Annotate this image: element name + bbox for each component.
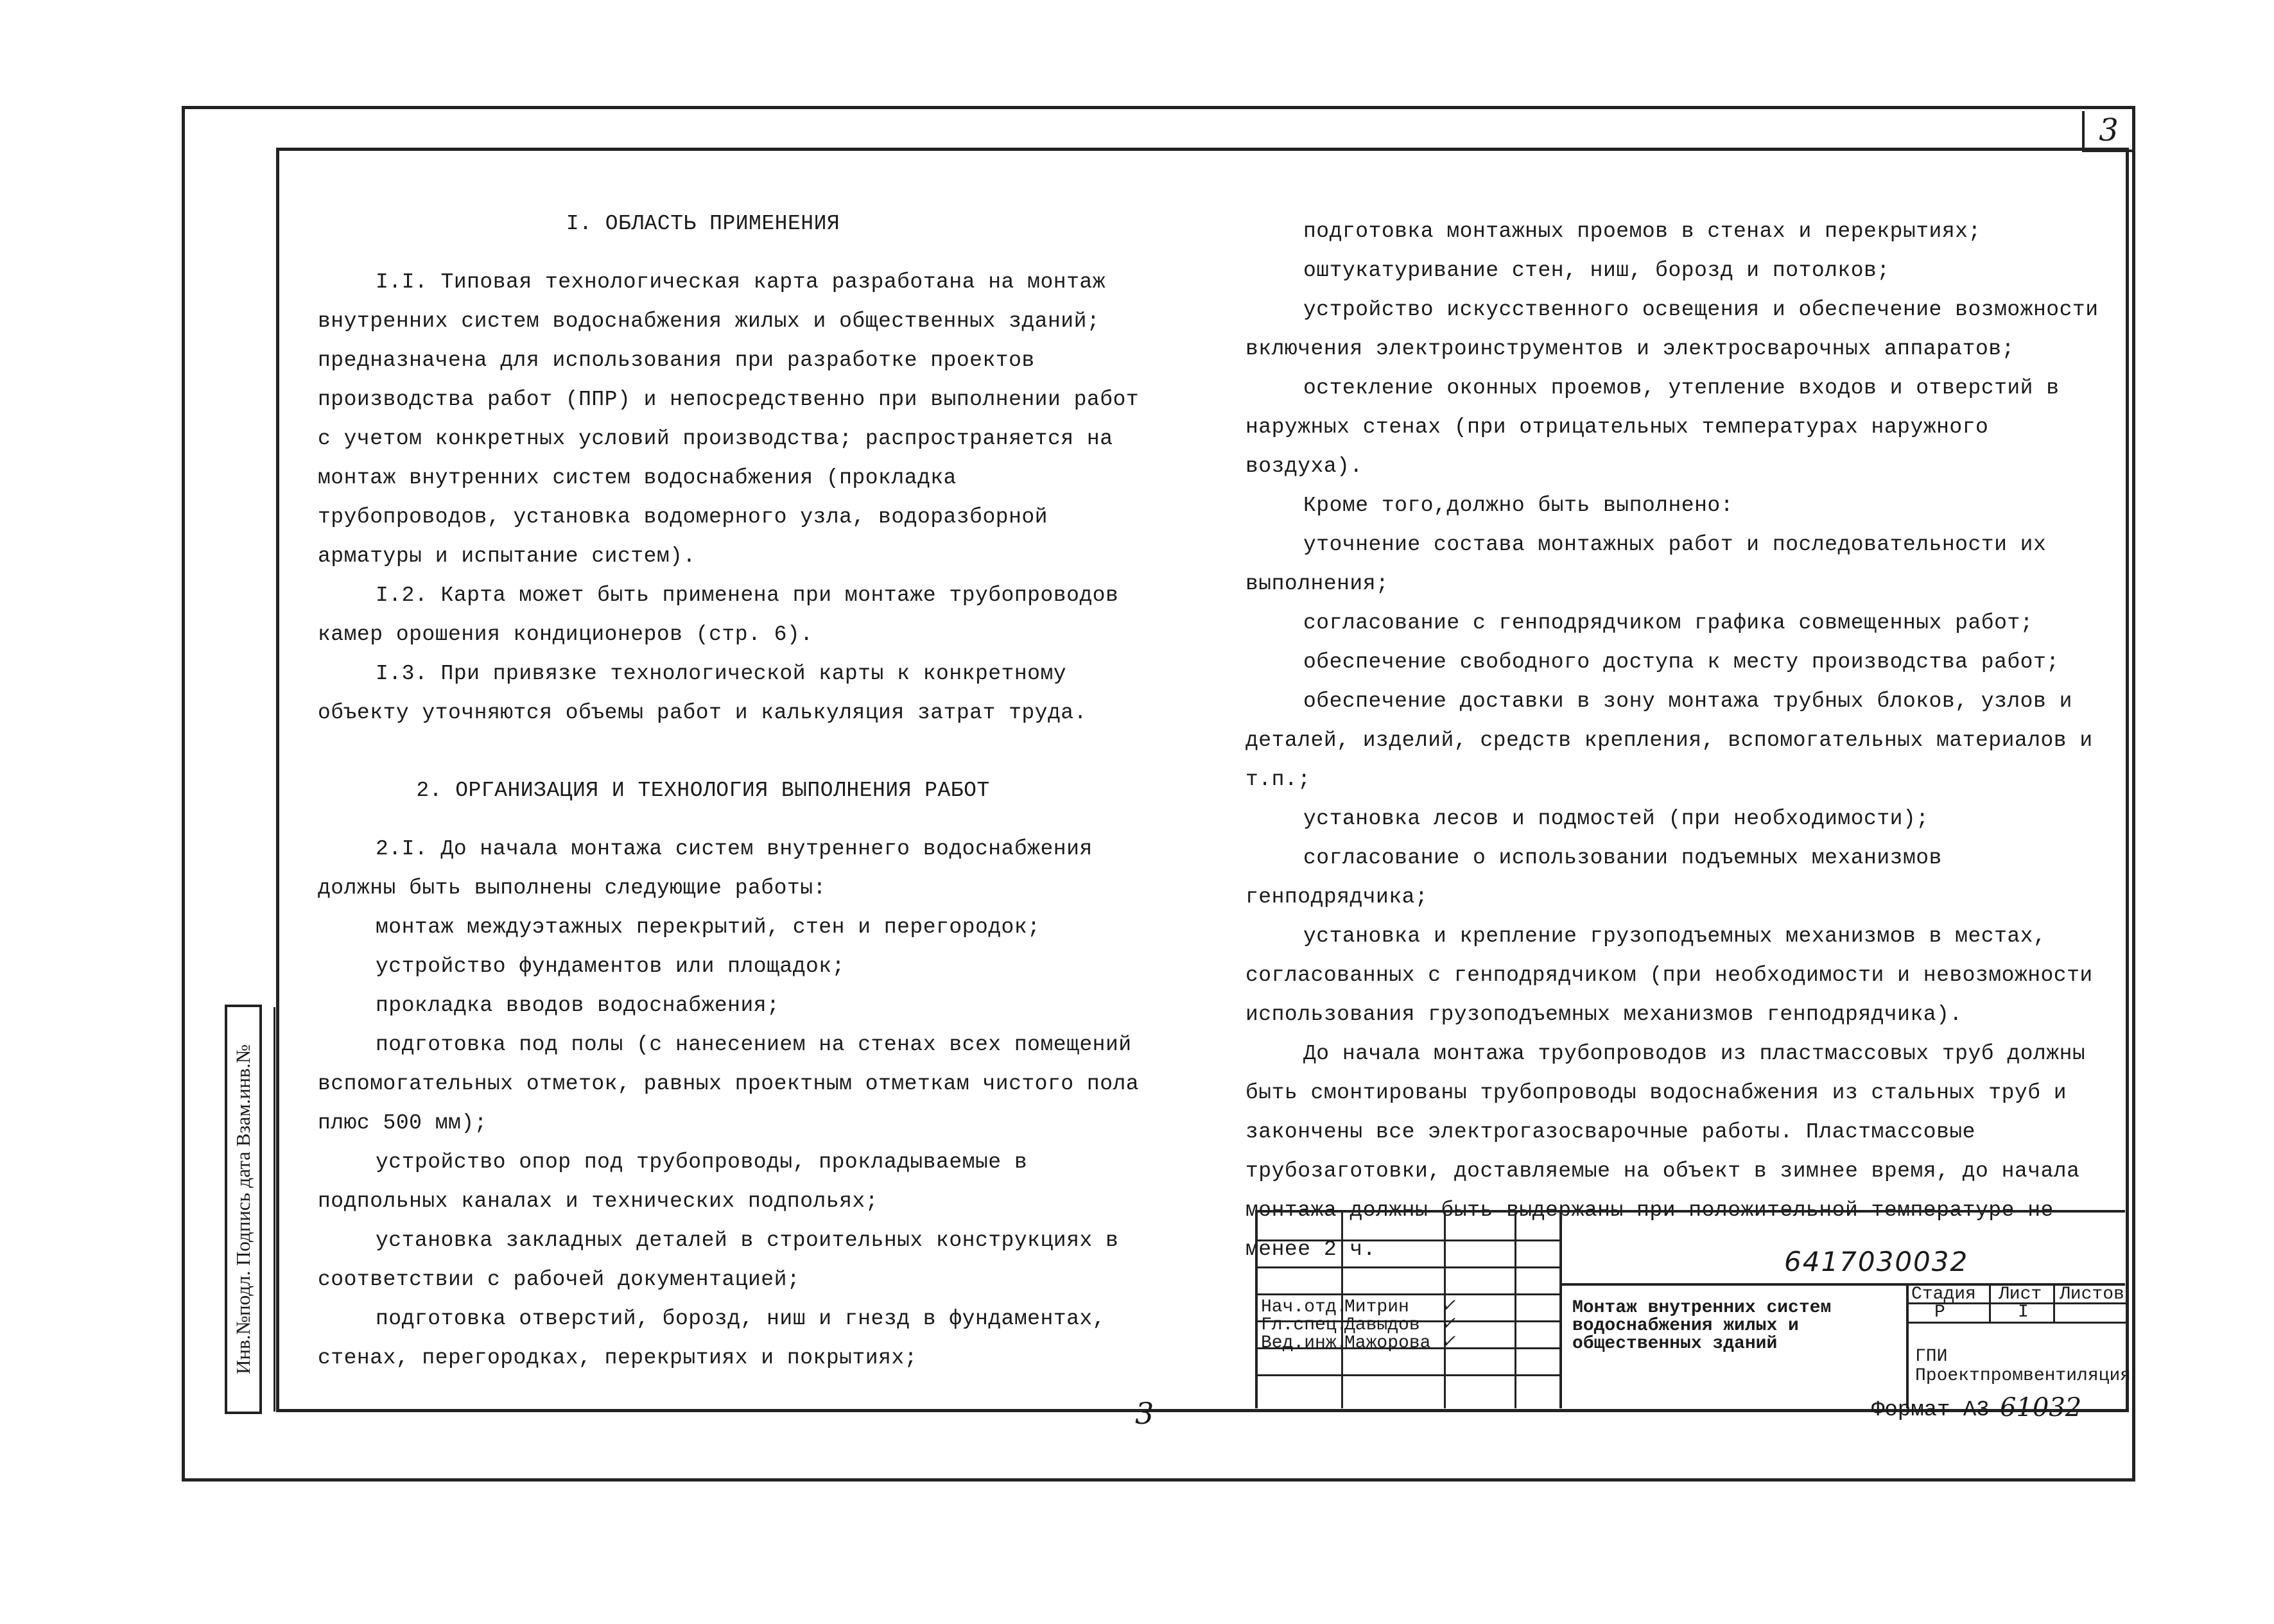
list-item: устройство опор под трубопроводы, прокладываемые в подпольных каналах и технических подпольях; xyxy=(318,1150,1028,1213)
right-column xyxy=(1245,212,2106,1269)
sheet-number: 3 xyxy=(2082,111,2133,152)
list-item: согласование с генподрядчиком графика совмещенных работ; xyxy=(1303,611,2033,635)
list-item: обеспечение свободного доступа к месту производства работ; xyxy=(1303,650,2060,674)
list-item: остекление оконных проемов, утепление входов и отверстий в наружных стенах (при отрицательных температурах наружного воздуха). xyxy=(1245,376,2060,478)
list-item: подготовка монтажных проемов в стенах и перекрытиях; xyxy=(1303,220,1981,243)
list-item: прокладка вводов водоснабжения; xyxy=(376,994,780,1017)
list-item: оштукатуривание стен, ниш, борозд и потолков; xyxy=(1303,259,1890,282)
signature-grid xyxy=(1258,1213,1559,1408)
final-paragraph: До начала монтажа трубопроводов из пластмассовых труб должны быть смонтированы трубопроводы водоснабжения из стальных труб и закончены все электрогазосварочные работы. Пластмассовые трубозаготовки, доставляемые на объект в зимнее время, до начала монтажа должны быть выдержаны при положительной температуре не менее 2 ч. xyxy=(1245,1042,2086,1261)
paragraph-1-1: I.I. Типовая технологическая карта разработана на монтаж внутренних систем водоснабжения жилых и общественных зданий; предназначена для использования при разработке проектов производства работ (ППР) и непосредственно при выполнении работ с учетом конкретных условий производства; распространяется на монтаж внутренних систем водоснабжения (прокладка трубопроводов, установка водомерного узла, водоразборной арматуры и испытание систем). xyxy=(318,270,1140,568)
signature-mark: ✓ xyxy=(1441,1313,1456,1334)
signer-name: Митрин xyxy=(1344,1297,1409,1317)
signer-name: Давыдов xyxy=(1344,1315,1420,1335)
list-item: подготовка под полы (с нанесением на стенах всех помещений вспомогательных отметок, равных проектным отметкам чистого пола плюс 500 мм); xyxy=(318,1033,1140,1135)
list-item: подготовка отверстий, борозд, ниш и гнезд в фундаментах, стенах, перегородках, перекрытиях и покрытиях; xyxy=(318,1307,1106,1370)
signer-role: Нач.отд. xyxy=(1261,1297,1348,1317)
paragraph-2-1: 2.I. До начала монтажа систем внутреннего водоснабжения должны быть выполнены следующие работы: xyxy=(318,837,1093,900)
title-block xyxy=(1255,1210,2131,1408)
side-stamp-column xyxy=(259,1007,275,1412)
document-title: Монтаж внутренних систем водоснабжения жилых и общественных зданий xyxy=(1572,1298,1832,1354)
signer-role: Гл.спец. xyxy=(1261,1315,1348,1335)
section-heading-1: I. ОБЛАСТЬ ПРИМЕНЕНИЯ xyxy=(566,212,840,236)
paragraph-1-2: I.2. Карта может быть применена при монтаже трубопроводов камер орошения кондиционеров (стр. 6). xyxy=(318,583,1119,646)
side-stamp xyxy=(225,1005,262,1414)
list-item: согласование о использовании подъемных механизмов генподрядчика; xyxy=(1245,846,1942,909)
document-code: 6417030032 xyxy=(1784,1246,1969,1277)
also-intro: Кроме того,должно быть выполнено: xyxy=(1303,494,1734,517)
signer-role: Вед.инж. xyxy=(1261,1333,1348,1353)
sheet-value: I xyxy=(2018,1302,2029,1322)
stage-label: Стадия xyxy=(1911,1284,1976,1304)
stage-value: Р xyxy=(1934,1302,1945,1322)
page-number: 3 xyxy=(1135,1396,1154,1431)
left-column xyxy=(318,204,1140,1378)
signature-mark: ✓ xyxy=(1441,1331,1456,1352)
signature-mark: ✓ xyxy=(1441,1295,1456,1316)
organization: ГПИ Проектпромвентиляция xyxy=(1915,1347,2131,1386)
signer-row-3 xyxy=(1261,1331,1455,1353)
format-label: Формат А3 xyxy=(1871,1398,1990,1422)
list-item: устройство фундаментов или площадок; xyxy=(376,955,845,978)
section-heading-2: 2. ОРГАНИЗАЦИЯ И ТЕХНОЛОГИЯ ВЫПОЛНЕНИЯ РАБОТ xyxy=(416,779,990,802)
paragraph-1-3: I.3. При привязке технологической карты к конкретному объекту уточняются объемы работ и калькуляция затрат труда. xyxy=(318,662,1087,725)
list-item: установка закладных деталей в строительных конструкциях в соответствии с рабочей документацией; xyxy=(318,1229,1119,1291)
list-item: установка и крепление грузоподъемных механизмов в местах, согласованных с генподрядчиком (при необходимости и невозможности использования грузоподъемных механизмов генподрядчика). xyxy=(1245,924,2093,1026)
format-code: 61032 xyxy=(2000,1393,2082,1422)
stage-box xyxy=(1906,1283,2131,1408)
signer-name: Мажорова xyxy=(1344,1333,1431,1353)
list-item: обеспечение доставки в зону монтажа трубных блоков, узлов и деталей, изделий, средств крепления, вспомогательных материалов и т.п.; xyxy=(1245,689,2093,791)
list-item: уточнение состава монтажных работ и последовательности их выполнения; xyxy=(1245,533,2047,596)
list-item: установка лесов и подмостей (при необходимости); xyxy=(1303,807,1929,831)
list-item: устройство искусственного освещения и обеспечение возможности включения электроинструментов и электросварочных аппаратов; xyxy=(1245,298,2099,361)
sheet-label: Лист xyxy=(1999,1284,2042,1304)
sheets-label: Листов xyxy=(2060,1284,2124,1304)
side-stamp-label: Инв.№подл. Подпись дата Взам.инв.№ xyxy=(232,1044,254,1374)
list-item: монтаж междуэтажных перекрытий, стен и перегородок; xyxy=(376,915,1041,939)
